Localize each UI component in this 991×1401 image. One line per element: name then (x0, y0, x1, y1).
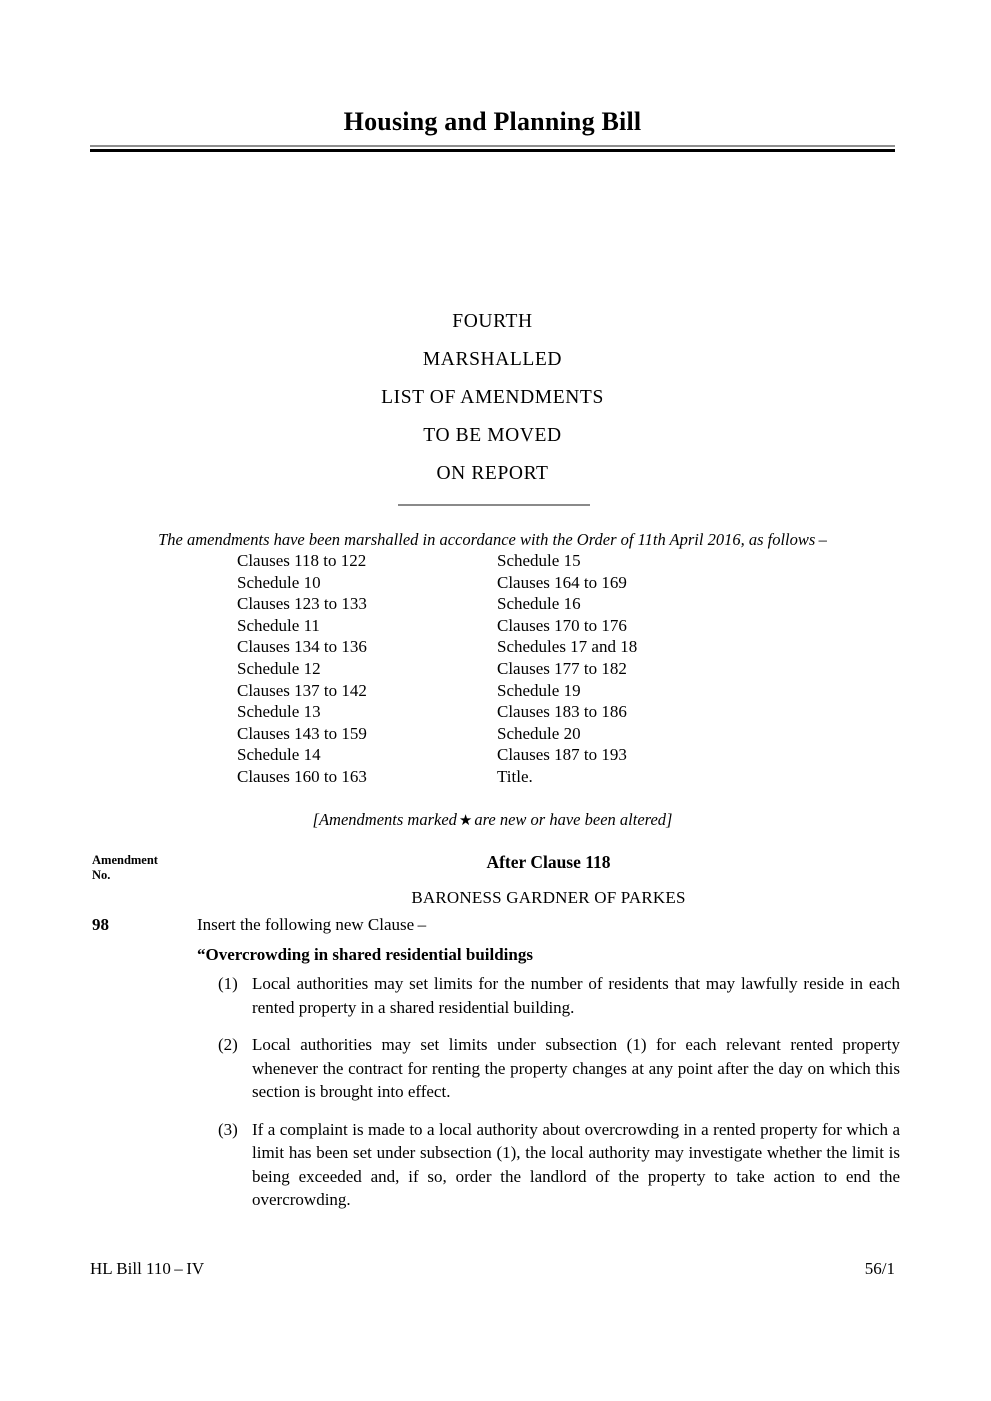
list-item: Schedule 15 (497, 551, 581, 570)
list-item: Clauses 170 to 176 (497, 615, 627, 635)
title-rule (90, 145, 895, 151)
subsection (218, 972, 900, 1019)
star-note-prefix: [Amendments marked (312, 810, 457, 829)
list-item: Clauses 187 to 193 (497, 745, 627, 765)
title-rule-thin-line (90, 145, 895, 147)
star-note-suffix: are new or have been altered] (474, 810, 673, 829)
page-footer (90, 1259, 895, 1279)
star-icon: ★ (458, 813, 473, 829)
list-item: Schedule 11 (237, 615, 320, 635)
title-rule-thick-line (90, 149, 895, 152)
document-heading-stack (90, 303, 895, 493)
clause-subsections (218, 972, 900, 1212)
subsection-text: Local authorities may set limits under subsection (1) for each relevant rented property whenever the contract for renting the property changes at any point after the day on which this section is brought into effect. (252, 1035, 900, 1101)
list-item: Clauses 137 to 142 (237, 680, 367, 700)
subsection-marker: (1) (218, 974, 238, 993)
heading-line-on-report: ON REPORT (436, 463, 549, 484)
insert-instruction: Insert the following new Clause – (197, 915, 427, 934)
marshalling-note: The amendments have been marshalled in accordance with the Order of 11th April 2016, as follows – (158, 530, 827, 549)
contents-left-column (237, 550, 367, 788)
list-item: Clauses 177 to 182 (497, 658, 627, 678)
list-item: Schedule 20 (497, 723, 581, 743)
starred-amendments-note (90, 810, 895, 830)
section-heading: After Clause 118 (486, 852, 611, 872)
list-item: Clauses 160 to 163 (237, 766, 367, 786)
contents-right-column (497, 550, 637, 788)
amendment-no-label-line1: Amendment (92, 853, 158, 867)
subsection (218, 1033, 900, 1104)
section-divider (398, 504, 590, 506)
subsection (218, 1118, 900, 1212)
amendment-number: 98 (92, 915, 109, 934)
subsection-text: Local authorities may set limits for the number of residents that may lawfully reside in each rented property in a shared residential building. (252, 974, 900, 1017)
list-item: Schedules 17 and 18 (497, 637, 638, 657)
list-item: Schedule 19 (497, 680, 581, 700)
list-item: Title. (497, 766, 533, 786)
new-clause-title: “Overcrowding in shared residential buildings (197, 945, 533, 964)
list-item: Clauses 143 to 159 (237, 723, 367, 743)
subsection-text: If a complaint is made to a local authority about overcrowding in a rented property for which a limit has been set under subsection (1), the local authority may investigate whether the limit is being exceeded and, if so, order the landlord of the property to take action to end the overcrowding. (252, 1119, 900, 1209)
list-item: Schedule 16 (497, 594, 581, 614)
page-title: Housing and Planning Bill (343, 107, 642, 136)
list-item: Clauses 134 to 136 (237, 637, 367, 657)
subsection-marker: (3) (218, 1119, 238, 1139)
heading-line-to-be-moved: TO BE MOVED (423, 425, 562, 446)
list-item: Clauses 183 to 186 (497, 702, 627, 722)
amendment-sponsor: BARONESS GARDNER OF PARKES (411, 888, 686, 907)
list-item: Schedule 10 (237, 572, 321, 592)
list-item: Clauses 123 to 133 (237, 594, 367, 614)
amendment-no-label-line2: No. (92, 868, 111, 882)
heading-line-fourth: FOURTH (452, 311, 533, 332)
list-item: Schedule 14 (237, 745, 321, 765)
page-number: 56/1 (864, 1259, 895, 1278)
amendment-no-column-label (92, 853, 192, 883)
list-item: Clauses 118 to 122 (237, 551, 367, 570)
subsection-marker: (2) (218, 1035, 238, 1054)
list-item: Schedule 12 (237, 658, 321, 678)
list-item: Schedule 13 (237, 702, 321, 722)
bill-reference: HL Bill 110 – IV (90, 1259, 205, 1278)
heading-line-marshalled: MARSHALLED (422, 349, 563, 370)
heading-line-list-of-amendments: LIST OF AMENDMENTS (381, 387, 604, 408)
list-item: Clauses 164 to 169 (497, 572, 627, 592)
